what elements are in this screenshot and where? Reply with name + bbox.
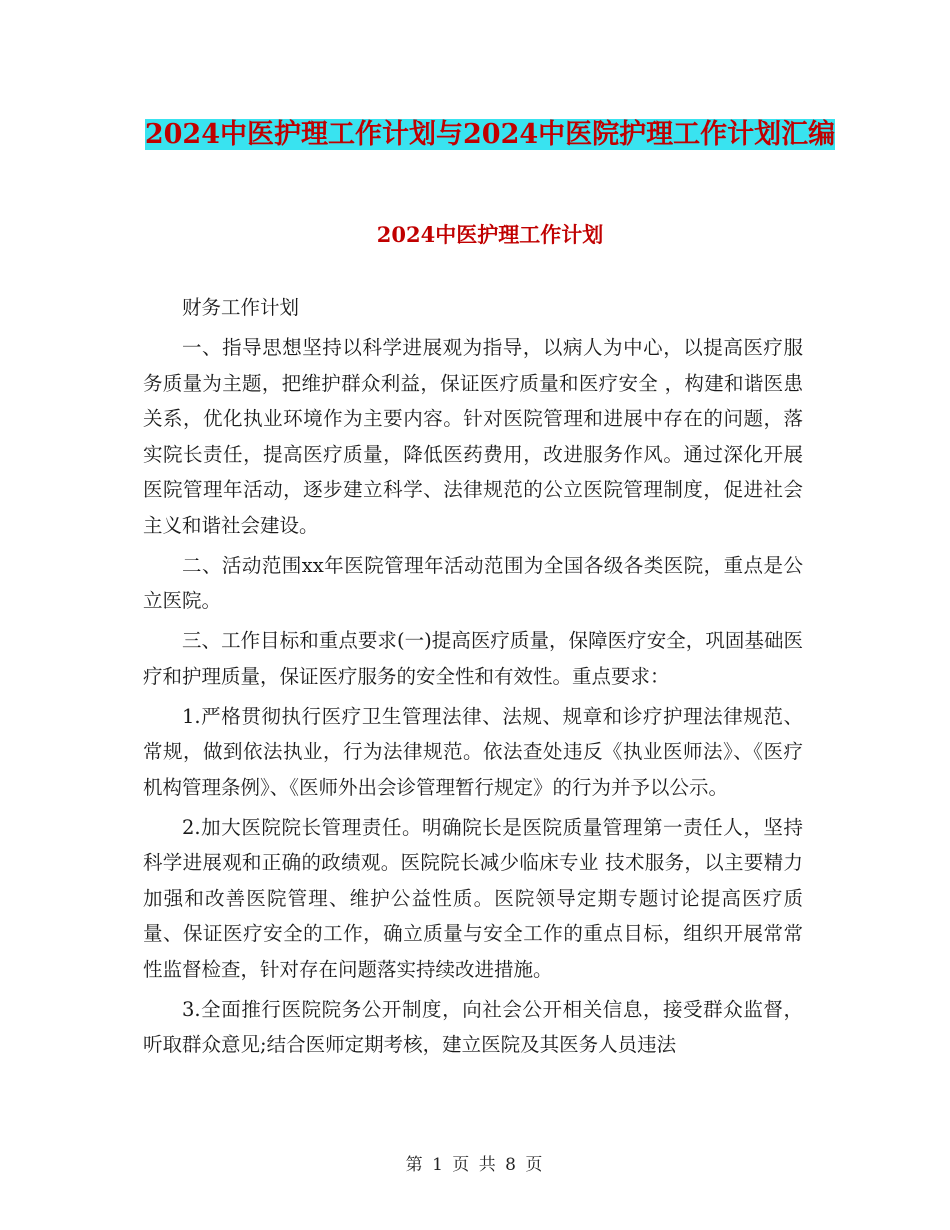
paragraph: 3.全面推行医院院务公开制度，向社会公开相关信息，接受群众监督，听取群众意见;结合医师定期考核，建立医院及其医务人员违法 xyxy=(143,997,803,1056)
page-footer: 第 1 页 共 8 页 xyxy=(405,1155,545,1175)
document-title-highlight: 2024中医护理工作计划与2024中医院护理工作计划汇编 xyxy=(144,119,836,150)
document-title xyxy=(140,112,840,158)
paragraph: 财务工作计划 xyxy=(182,296,300,319)
paragraph: 1.严格贯彻执行医疗卫生管理法律、法规、规章和诊疗护理法律规范、常规，做到依法执业，行为法律规范。依法查处违反《执业医师法》、《医疗机构管理条例》、《医师外出会诊管理暂行规定》的行为并予以公示。 xyxy=(143,704,803,799)
paragraph: 一、指导思想坚持以科学进展观为指导，以病人为中心，以提高医疗服务质量为主题，把维护群众利益，保证医疗质量和医疗安全 ，构建和谐医患关系，优化执业环境作为主要内容。针对医院管理和进展中存在的问题，落实院长责任，提高医疗质量，降低医药费用，改进服务作风。通过深化开展医院管理年活动，逐步建立科学、法律规范的公立医院管理制度，促进社会主义和谐社会建设。 xyxy=(143,336,803,537)
paragraph: 三、工作目标和重点要求(一)提高医疗质量，保障医疗安全，巩固基础医疗和护理质量，保证医疗服务的安全性和有效性。重点要求： xyxy=(143,629,803,688)
paragraph: 二、活动范围xx年医院管理年活动范围为全国各级各类医院，重点是公立医院。 xyxy=(143,553,803,612)
document-body xyxy=(143,290,803,1067)
paragraph: 2.加大医院院长管理责任。明确院长是医院质量管理第一责任人，坚持科学进展观和正确的政绩观。医院院长减少临床专业 技术服务，以主要精力加强和改善医院管理、维护公益性质。医院领导定期专题讨论提高医疗质量、保证医疗安全的工作，确立质量与安全工作的重点目标，组织开展常常性监督检查，针对存在问题落实持续改进措施。 xyxy=(143,815,803,981)
section-heading: 2024中医护理工作计划 xyxy=(376,222,604,247)
